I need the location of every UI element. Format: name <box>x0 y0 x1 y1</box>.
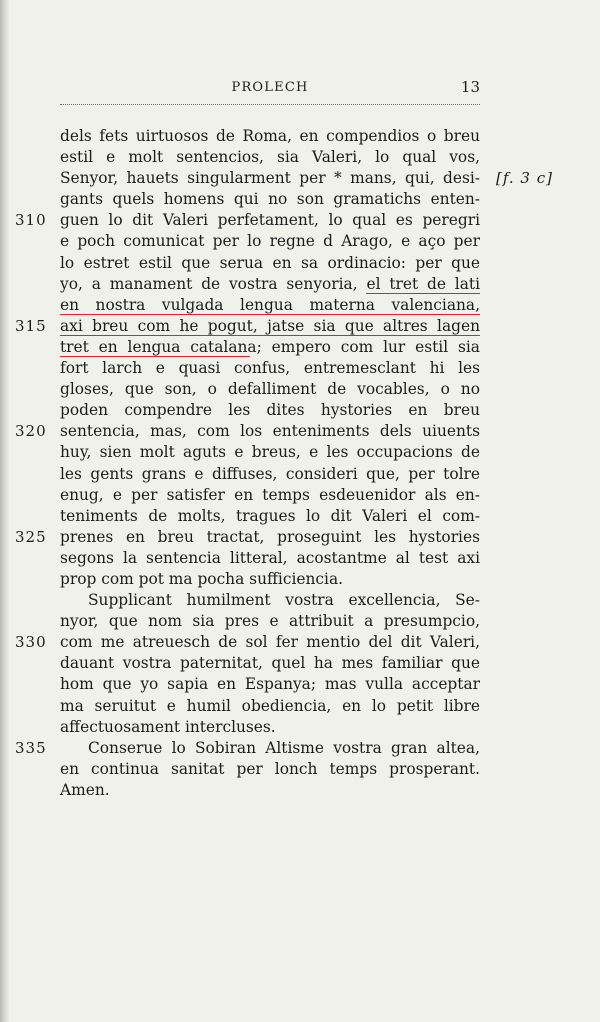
text-line: ma seruitut e humil obediencia, en lo petit libre <box>60 696 480 715</box>
text-line: huy, sien molt aguts e breus, e les occupacions de <box>60 443 480 462</box>
line-number: 335 <box>15 738 47 757</box>
text-line-content: yo, a manament de vostra senyoria, el tret de lati <box>60 274 480 293</box>
header-dotted-rule <box>60 104 480 105</box>
line-number: 325 <box>15 527 47 546</box>
text-line <box>15 210 480 231</box>
line-number: 330 <box>15 633 47 652</box>
text-line: Amen. <box>60 780 110 799</box>
text-line: les gents grans e diffuses, consideri que, per tolre <box>60 464 480 483</box>
text-line <box>60 168 553 189</box>
text-line: gloses, que son, o defalliment de vocables, o no <box>60 380 480 399</box>
text-line: hom que yo sapia en Espanya; mas vulla acceptar <box>60 675 480 694</box>
text-line <box>60 295 480 316</box>
text-line-content: prenes en breu tractat, proseguint les hystories <box>60 527 480 546</box>
text-line-content: Conserue lo Sobiran Altisme vostra gran altea, <box>88 738 480 757</box>
red-underline-mark <box>366 293 480 294</box>
text-line <box>15 527 480 548</box>
text-line: nyor, que nom sia pres e attribuit a presumpcio, <box>60 612 480 631</box>
text-line <box>15 421 480 442</box>
page-header <box>60 79 480 109</box>
text-line: estil e molt sentencios, sia Valeri, lo qual vos, <box>60 148 480 167</box>
text-line: affectuosament intercluses. <box>60 717 276 736</box>
line-number: 310 <box>15 211 47 230</box>
text-line-content: tret en lengua catalana; empero com lur estil sia <box>60 337 480 356</box>
text-line: prop com pot ma pocha sufficiencia. <box>60 569 344 588</box>
text-line-content: axi breu com he pogut, jatse sia que altres lagen <box>60 316 480 335</box>
page-number: 13 <box>460 78 480 96</box>
text-line <box>15 316 480 337</box>
text-line: poden compendre les dites hystories en breu <box>60 401 480 420</box>
text-line: dels fets uirtuosos de Roma, en compendios o breu <box>60 127 480 145</box>
line-number: 320 <box>15 422 47 441</box>
text-line: teniments de molts, tragues lo dit Valeri el com- <box>60 506 480 525</box>
running-head: PROLECH <box>231 80 309 95</box>
text-line: e poch comunicat per lo regne d Arago, e aço per <box>60 232 480 251</box>
text-line: gants quels homens qui no son gramatichs enten- <box>60 190 480 209</box>
text-line-content: com me atreuesch de sol fer mentio del dit Valeri, <box>60 633 480 652</box>
page-binding-edge <box>0 0 10 1022</box>
folio-reference-note: [f. 3 c] <box>496 169 553 188</box>
text-line: enug, e per satisfer en temps esdeuenidor als en- <box>60 485 480 504</box>
red-underline-mark <box>60 356 250 357</box>
text-line: dauant vostra paternitat, quel ha mes familiar que <box>60 654 480 673</box>
text-line: lo estret estil que serua en sa ordinacio: per que <box>60 253 480 272</box>
text-line <box>60 274 480 295</box>
line-number: 315 <box>15 316 47 335</box>
text-line <box>15 738 480 759</box>
text-line: fort larch e quasi confus, entremesclant hi les <box>60 359 480 378</box>
text-line: Supplicant humilment vostra excellencia, Se- <box>88 591 480 610</box>
text-line: segons la sentencia litteral, acostantme al test axi <box>60 548 480 567</box>
text-line-content: en nostra vulgada lengua materna valenciana, <box>60 295 480 314</box>
text-line <box>15 632 480 653</box>
body-text <box>15 126 553 801</box>
text-line: en continua sanitat per lonch temps prosperant. <box>60 759 480 778</box>
red-underline-mark <box>60 335 480 336</box>
text-line-content: guen lo dit Valeri perfetament, lo qual es peregri <box>60 211 480 230</box>
text-line <box>60 337 480 358</box>
red-underline-mark <box>60 314 480 315</box>
text-line-content: Senyor, hauets singularment per * mans, qui, desi- <box>60 169 480 188</box>
text-line-content: sentencia, mas, com los enteniments dels uiuents <box>60 422 480 441</box>
